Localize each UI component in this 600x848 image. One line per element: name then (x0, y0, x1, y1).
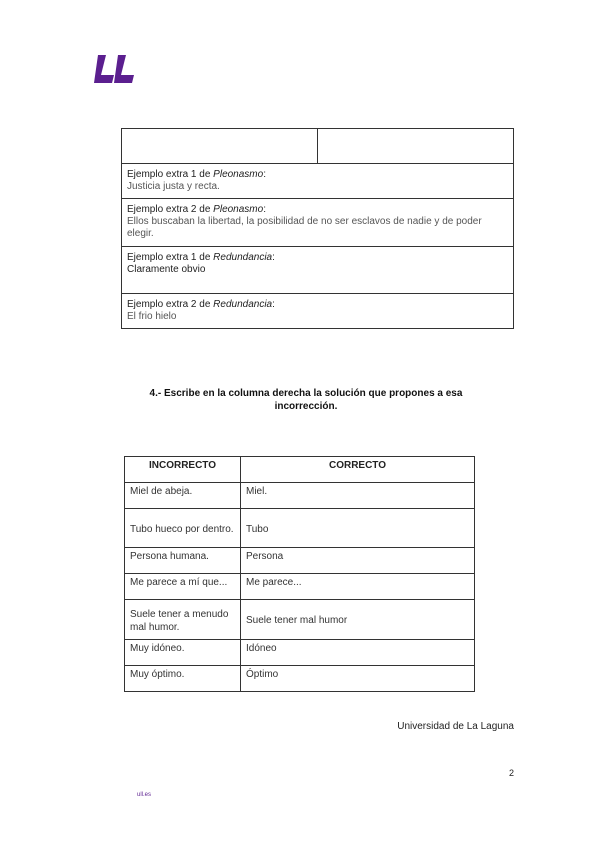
incorrect-cell: Muy idóneo. (125, 640, 241, 666)
header-correct: CORRECTO (241, 457, 475, 483)
footer-university: Universidad de La Laguna (397, 721, 514, 732)
correct-cell: Suele tener mal humor (241, 600, 475, 640)
incorrect-cell: Miel de abeja. (125, 483, 241, 509)
table-row (125, 640, 475, 666)
examples-table (121, 128, 514, 329)
example-row (122, 247, 514, 294)
correct-cell: Miel. (241, 483, 475, 509)
correct-cell: Me parece... (241, 574, 475, 600)
example-text: El frio hielo (127, 311, 177, 322)
empty-cell (318, 129, 514, 164)
example-text: Justicia justa y recta. (127, 181, 220, 192)
incorrect-cell: Tubo hueco por dentro. (125, 509, 241, 548)
incorrect-cell: Muy óptimo. (125, 666, 241, 692)
example-row (122, 164, 514, 199)
examples-header-row (122, 129, 514, 164)
table-row (125, 509, 475, 548)
table-row (125, 548, 475, 574)
incorrect-cell: Me parece a mí que... (125, 574, 241, 600)
example-text: Claramente obvio (127, 264, 206, 275)
page-number: 2 (508, 768, 514, 778)
university-logo (94, 51, 136, 85)
example-text: Ellos buscaban la libertad, la posibilidad de no ser esclavos de nadie y de poder elegir. (127, 216, 482, 239)
table-row (125, 600, 475, 640)
section-heading-line: 4.- Escribe en la columna derecha la solución que propones a esa (149, 388, 463, 399)
table-row (125, 666, 475, 692)
correction-table (124, 456, 475, 692)
example-row (122, 199, 514, 247)
incorrect-cell: Suele tener a menudo mal humor. (125, 600, 241, 640)
table-row (125, 483, 475, 509)
table-row (125, 574, 475, 600)
header-incorrect: INCORRECTO (125, 457, 241, 483)
example-cell (122, 164, 514, 199)
example-title: Ejemplo extra 1 de Pleonasmo: (127, 169, 266, 180)
example-cell (122, 294, 514, 329)
correct-cell: Persona (241, 548, 475, 574)
correct-cell: Óptimo (241, 666, 475, 692)
section-heading (120, 387, 492, 413)
example-title: Ejemplo extra 2 de Redundancia: (127, 299, 275, 310)
example-row (122, 294, 514, 329)
example-title: Ejemplo extra 1 de Redundancia: (127, 252, 275, 263)
correct-cell: Tubo (241, 509, 475, 548)
incorrect-cell: Persona humana. (125, 548, 241, 574)
empty-cell (122, 129, 318, 164)
example-cell (122, 199, 514, 247)
correction-header-row (125, 457, 475, 483)
section-heading-line: incorrección. (274, 401, 338, 412)
footer-tag: ull.es (137, 792, 152, 798)
example-title: Ejemplo extra 2 de Pleonasmo: (127, 204, 266, 215)
example-cell (122, 247, 514, 294)
correct-cell: Idóneo (241, 640, 475, 666)
